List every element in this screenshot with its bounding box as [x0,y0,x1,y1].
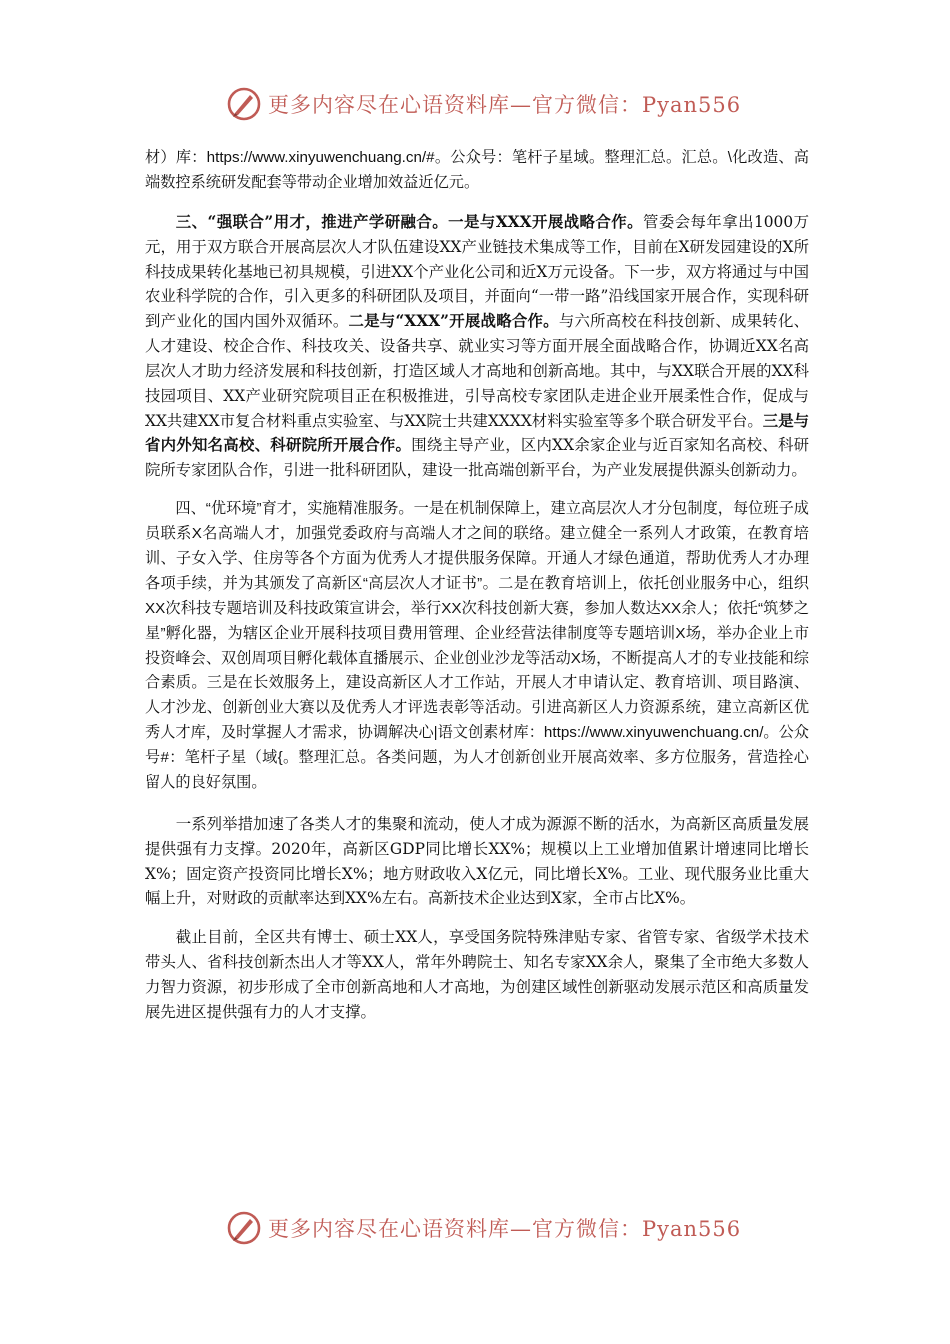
section-three-text-b: 与六所高校在科技创新、成果转化、人才建设、校企合作、科技攻关、设备共享、就业实习等方面开展全面战略合作，协调近XX名高层次人才助力经济发展和科技创新，打造区域人才高地和创新高地。其中，与XX联合开展的XX科技园项目、XX产业研究院项目正在积极推进，引导高校专家团队走进企业开展柔性合作，促成与XX共建XX市复合材料重点实验室、与XX院士共建XXXX材料实验室等多个联合研发平台。 [145,312,809,430]
section-three-text-c: 围绕主导产业，区内XX余家企业与近百家知名高校、科研院所专家团队合作，引进一批科研团队，建设一批高端创新平台，为产业发展提供源头创新动力。 [145,436,809,480]
section-three-subheading-c: 三是与省内外知名高校、科研院所开展合作。 [145,411,809,455]
paragraph-continuation: 材）库：https://www.xinyuwenchuang.cn/#。公众号：笔杆子星域。整理汇总。汇总。\化改造、高端数控系统研发配套等带动企业增加效益近亿元。 [145,149,809,191]
banner-text: 更多内容尽在心语资料库—官方微信：Pyan556 [268,93,742,117]
section-three-text-a: 管委会每年拿出1000万元，用于双方联合开展高层次人才队伍建设XX产业链技术集成等工作，目前在X研发园建设的X所科技成果转化基地已初具规模，引进XX个产业化公司和近X万元设备。下一步，双方将通过与中国农业科学院的合作，引入更多的科研团队及项目，并面向“一带一路”沿线国家开展合作，实现科研到产业化的国内国外双循环。 [145,212,810,331]
paragraph-section-four: 四、“优环境”育才，实施精准服务。一是在机制保障上，建立高层次人才分包制度，每位班子成员联系X名高端人才，加强党委政府与高端人才之间的联络。建立健全一系列人才政策，在教育培训、子女入学、住房等各个方面为优秀人才提供服务保障。开通人才绿色通道，帮助优秀人才办理各项手续，并为其颁发了高新区“高层次人才证书”。二是在教育培训上，依托创业服务中心，组织XX次科技专题培训及科技政策宣讲会，举行XX次科技创新大赛，参加人数达XX余人；依托“筑梦之星”孵化器，为辖区企业开展科技项目费用管理、企业经营法律制度等专题培训X场，举办企业上市投资峰会、双创周项目孵化载体直播展示、企业创业沙龙等活动X场，不断提高人才的专业技能和综合素质。三是在长效服务上，建设高新区人才工作站，开展人才申请认定、教育培训、项目路演、人才沙龙、创新创业大赛以及优秀人才评选表彰等活动。引进高新区人力资源系统，建立高新区优秀人才库，及时掌握人才需求，协调解决心|语文创素材库：https://www.xinyuwenchuang.cn/。公众号#：笔杆子星（域{。整理汇总。各类问题，为人才创新创业开展高效率、多方位服务，营造拴心留人的良好氛围。 [145,500,809,792]
section-three-heading: 三、“强联合”用才，推进产学研融合。一是与XXX开展战略合作。 [175,212,643,231]
section-three-subheading-b: 二是与“XXX”开展战略合作。 [348,312,559,331]
pen-logo-icon [226,1210,262,1246]
pen-logo-icon [226,86,262,122]
paragraph-results: 一系列举措加速了各类人才的集聚和流动，使人才成为源源不断的活水，为高新区高质量发展提供强有力支撑。2020年，高新区GDP同比增长XX%；规模以上工业增加值累计增速同比增长X%；固定资产投资同比增长X%；地方财政收入X亿元，同比增长X%。工业、现代服务业比重大幅上升，对财政的贡献率达到XX%左右。高新技术企业达到X家，全市占比X%。 [145,814,809,908]
banner-text: 更多内容尽在心语资料库—官方微信：Pyan556 [268,1217,742,1241]
footer-banner [0,1206,950,1256]
document-body [145,146,809,1024]
header-banner [0,82,950,132]
paragraph-summary: 截止目前，全区共有博士、硕士XX人，享受国务院特殊津贴专家、省管专家、省级学术技术带头人、省科技创新杰出人才等XX人，常年外聘院士、知名专家XX余人，聚集了全市绝大多数人力智力资源，初步形成了全市创新高地和人才高地，为创建区域性创新驱动发展示范区和高质量发展先进区提供强有力的人才支撑。 [145,928,809,1021]
paragraph-section-three [145,210,809,483]
